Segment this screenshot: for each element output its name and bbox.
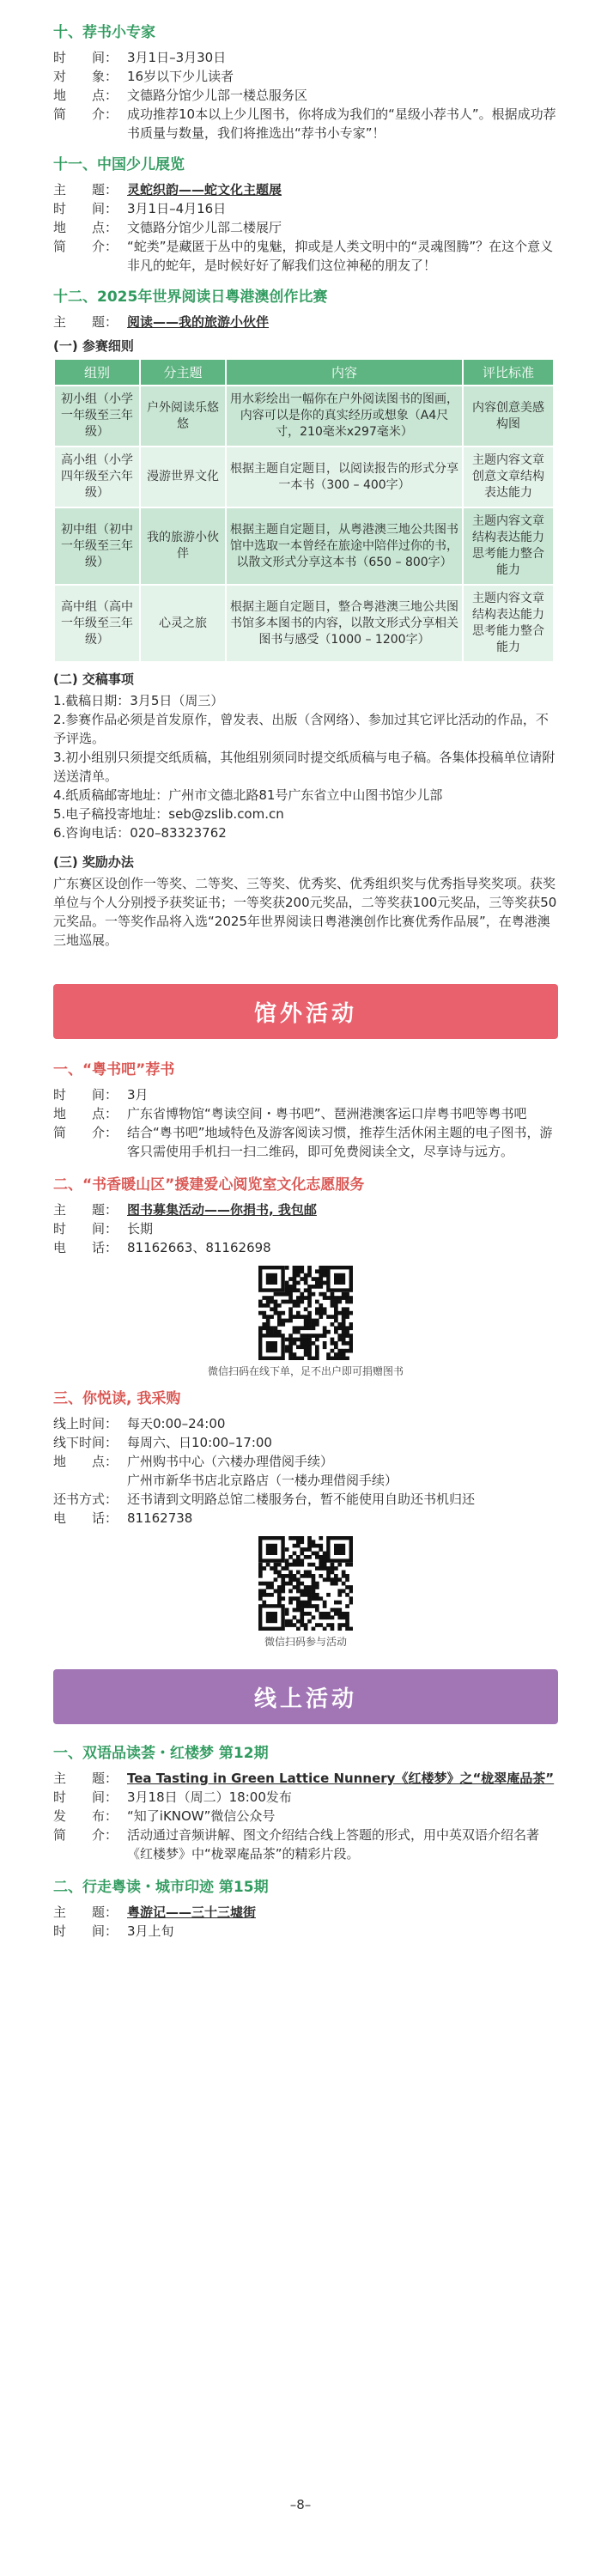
field-value: 还书请到文明路总馆二楼服务台，暂不能使用自助还书机归还 xyxy=(127,1492,476,1507)
table-cell: 高小组（小学四年级至六年级） xyxy=(54,447,140,507)
field-value: 3月1日–3月30日 xyxy=(127,50,227,65)
table-cell: 用水彩绘出一幅你在户外阅读图书的图画，内容可以是你的真实经历或想象（A4尺寸，210毫米x297毫米） xyxy=(226,386,463,447)
page-content xyxy=(53,15,558,1941)
section-title: 二、“书香暖山区”援建爱心阅览室文化志愿服务 xyxy=(53,1176,365,1194)
field-label: 发 布： xyxy=(53,1808,118,1824)
field-row xyxy=(53,1104,558,1123)
field-label: 简 介： xyxy=(53,1125,118,1140)
table-cell: 漫游世界文化 xyxy=(140,447,226,507)
field-label: 主 题： xyxy=(53,314,118,330)
online-section-1 xyxy=(53,1743,558,1863)
field-value: “蛇类”是藏匿于丛中的鬼魅，抑或是人类文明中的“灵魂图腾”？在这个意义非凡的蛇年，是时候好好了解我们这位神秘的朋友了！ xyxy=(127,239,554,273)
field-value: “知了iKNOW”微信公众号 xyxy=(127,1808,276,1824)
table-cell: 户外阅读乐悠悠 xyxy=(140,386,226,447)
offline-section-3 xyxy=(53,1388,558,1649)
field-row xyxy=(53,1123,558,1161)
field-value: 3月18日（周二）18:00发布 xyxy=(127,1789,292,1805)
table-cell: 我的旅游小伙伴 xyxy=(140,507,226,585)
field-row xyxy=(53,1238,558,1257)
field-value: 3月1日–4月16日 xyxy=(127,201,227,216)
rules-heading: (一) 参赛细则 xyxy=(53,338,134,354)
table-cell: 初小组（小学一年级至三年级） xyxy=(54,386,140,447)
field-row xyxy=(53,1490,558,1509)
field-row xyxy=(53,1826,558,1863)
field-value: 3月 xyxy=(127,1087,149,1103)
table-cell: 根据主题自定题目，以阅读报告的形式分享一本书（300 – 400字） xyxy=(226,447,463,507)
list-item: 3.初小组别只须提交纸质稿，其他组别须同时提交纸质稿与电子稿。各集体投稿单位请附送送清单。 xyxy=(53,750,555,784)
list-item: 1.截稿日期：3月5日（周三） xyxy=(53,693,224,708)
field-row xyxy=(53,1509,558,1528)
field-label: 时 间： xyxy=(53,1923,118,1939)
table-cell: 内容创意美感构图 xyxy=(463,386,554,447)
theme-value: 图书募集活动——你捐书, 我包邮 xyxy=(127,1202,317,1218)
theme-row xyxy=(53,180,558,199)
table-row xyxy=(54,585,554,662)
table-header: 分主题 xyxy=(140,359,226,386)
field-row xyxy=(53,1085,558,1104)
table-cell: 主题内容文章结构表达能力思考能力整合能力 xyxy=(463,507,554,585)
field-value: 3月上旬 xyxy=(127,1923,174,1939)
section-12 xyxy=(53,287,558,950)
table-cell: 初中组（初中一年级至三年级） xyxy=(54,507,140,585)
offline-banner: 馆外活动 xyxy=(53,984,558,1039)
field-row xyxy=(53,1788,558,1807)
theme-value: 阅读——我的旅游小伙伴 xyxy=(127,314,270,330)
field-value: 文德路分馆少儿部二楼展厅 xyxy=(127,220,282,235)
field-value: 广东省博物馆“粤读空间・粤书吧”、琶洲港澳客运口岸粤书吧等粤书吧 xyxy=(127,1106,527,1121)
field-label: 地 点： xyxy=(53,1106,118,1121)
field-row xyxy=(53,1471,558,1490)
table-row xyxy=(54,507,554,585)
list-item: 5.电子稿投寄地址：seb@zslib.com.cn xyxy=(53,806,284,822)
field-label: 主 题： xyxy=(53,1771,118,1786)
table-cell: 主题内容文章创意文章结构表达能力 xyxy=(463,447,554,507)
field-label: 地 点： xyxy=(53,1454,118,1469)
field-row xyxy=(53,1922,558,1941)
list-item: 6.咨询电话：020–83323762 xyxy=(53,825,227,841)
field-row xyxy=(53,1452,558,1471)
table-header-row xyxy=(54,359,554,386)
field-label xyxy=(53,1471,127,1490)
field-row xyxy=(53,48,558,67)
field-value: 活动通过音频讲解、图文介绍结合线上答题的形式，用中英双语介绍名著《红楼梦》中“栊翠庵品茶”的精彩片段。 xyxy=(127,1827,540,1862)
field-value: 文德路分馆少儿部一楼总服务区 xyxy=(127,88,308,103)
field-row xyxy=(53,237,558,275)
rules-table xyxy=(53,358,555,663)
field-label: 主 题： xyxy=(53,1202,118,1218)
theme-value: 灵蛇织韵——蛇文化主题展 xyxy=(127,182,282,197)
online-section-2 xyxy=(53,1877,558,1941)
field-label: 对 象： xyxy=(53,69,118,84)
field-value: 81162738 xyxy=(127,1510,193,1526)
section-title: 一、“粤书吧”荐书 xyxy=(53,1061,175,1078)
field-label: 电 话： xyxy=(53,1240,118,1255)
field-label: 简 介： xyxy=(53,1827,118,1843)
donation-qr-code[interactable] xyxy=(258,1266,353,1360)
field-row xyxy=(53,199,558,218)
qr-caption: 微信扫码参与活动 xyxy=(264,1636,347,1648)
award-text: 广东赛区设创作一等奖、二等奖、三等奖、优秀奖、优秀组织奖与优秀指导奖奖项。获奖单位与个人分别授予获奖证书；一等奖获200元奖品，二等奖获100元奖品，三等奖获50元奖品。一等奖作品将入选“2025年世界阅读日粤港澳创作比赛优秀作品展”，在粤港澳三地巡展。 xyxy=(53,876,557,948)
table-header: 组别 xyxy=(54,359,140,386)
theme-value: 粤游记——三十三墟街 xyxy=(127,1905,257,1920)
field-label: 线上时间： xyxy=(53,1416,118,1431)
field-value: 81162663、81162698 xyxy=(127,1240,271,1255)
field-label: 时 间： xyxy=(53,1087,118,1103)
section-title: 三、你悦读, 我采购 xyxy=(53,1390,181,1407)
page-number: –8– xyxy=(289,2497,312,2512)
field-label: 地 点： xyxy=(53,220,118,235)
field-label: 还书方式： xyxy=(53,1492,118,1507)
field-row xyxy=(53,1807,558,1826)
field-label: 时 间： xyxy=(53,50,118,65)
table-header: 内容 xyxy=(226,359,463,386)
offline-section-2 xyxy=(53,1175,558,1378)
field-label: 主 题： xyxy=(53,182,118,197)
field-value: 长期 xyxy=(127,1221,154,1236)
section-title: 一、双语品读荟・红楼梦 第12期 xyxy=(53,1745,269,1762)
list-item: 2.参赛作品必须是首发原作，曾发表、出版（含网络）、参加过其它评比活动的作品，不予评选。 xyxy=(53,712,549,746)
section-11 xyxy=(53,155,558,275)
table-cell: 根据主题自定题目，从粤港澳三地公共图书馆中选取一本曾经在旅途中陪伴过你的书，以散文形式分享这本书（650 – 800字） xyxy=(226,507,463,585)
table-cell: 根据主题自定题目，整合粤港澳三地公共图书馆多本图书的内容，以散文形式分享相关图书与感受（1000 – 1200字） xyxy=(226,585,463,662)
field-row xyxy=(53,218,558,237)
field-label: 时 间： xyxy=(53,1789,118,1805)
field-value: 广州市新华书店北京路店（一楼办理借阅手续） xyxy=(127,1473,398,1488)
list-item: 4.纸质稿邮寄地址：广州市文德北路81号广东省立中山图书馆少儿部 xyxy=(53,787,443,803)
field-row xyxy=(53,67,558,86)
field-label: 电 话： xyxy=(53,1510,118,1526)
theme-row xyxy=(53,1903,558,1922)
field-value: 成功推荐10本以上少儿图书，你将成为我们的“星级小荐书人”。根据成功荐书质量与数量，我们将推选出“荐书小专家”！ xyxy=(127,106,556,141)
field-label: 线下时间： xyxy=(53,1435,118,1450)
field-row xyxy=(53,105,558,143)
section-title: 十一、中国少儿展览 xyxy=(53,156,185,173)
field-label: 简 介： xyxy=(53,239,118,254)
theme-row xyxy=(53,1769,558,1788)
field-label: 时 间： xyxy=(53,1221,118,1236)
field-value: 每天0:00–24:00 xyxy=(127,1416,226,1431)
table-row xyxy=(54,386,554,447)
activity-qr-code[interactable] xyxy=(258,1536,353,1631)
online-banner: 线上活动 xyxy=(53,1669,558,1724)
field-row xyxy=(53,86,558,105)
submit-heading: (二) 交稿事项 xyxy=(53,671,134,687)
field-value: 16岁以下少儿读者 xyxy=(127,69,234,84)
qr-caption: 微信扫码在线下单，足不出户即可捐赠图书 xyxy=(207,1365,404,1377)
field-label: 主 题： xyxy=(53,1905,118,1920)
theme-value: Tea Tasting in Green Lattice Nunnery《红楼梦》之“栊翠庵品茶” xyxy=(127,1771,555,1786)
section-title: 十、荐书小专家 xyxy=(53,24,155,41)
field-row xyxy=(53,1433,558,1452)
theme-row xyxy=(53,313,558,331)
table-cell: 主题内容文章结构表达能力思考能力整合能力 xyxy=(463,585,554,662)
field-label: 时 间： xyxy=(53,201,118,216)
table-row xyxy=(54,447,554,507)
section-10 xyxy=(53,22,558,143)
field-row xyxy=(53,1414,558,1433)
field-value: 结合“粤书吧”地域特色及游客阅读习惯，推荐生活休闲主题的电子图书，游客只需使用手机扫一扫二维码，即可免费阅读全文，尽享诗与远方。 xyxy=(127,1125,553,1159)
field-label: 简 介： xyxy=(53,106,118,122)
field-label: 地 点： xyxy=(53,88,118,103)
table-cell: 高中组（高中一年级至三年级） xyxy=(54,585,140,662)
field-row xyxy=(53,1219,558,1238)
table-cell: 心灵之旅 xyxy=(140,585,226,662)
field-value: 广州购书中心（六楼办理借阅手续） xyxy=(127,1454,334,1469)
section-title: 十二、2025年世界阅读日粤港澳创作比赛 xyxy=(53,289,328,306)
offline-section-1 xyxy=(53,1060,558,1161)
award-heading: (三) 奖励办法 xyxy=(53,854,134,870)
field-value: 每周六、日10:00–17:00 xyxy=(127,1435,272,1450)
theme-row xyxy=(53,1200,558,1219)
table-header: 评比标准 xyxy=(463,359,554,386)
section-title: 二、行走粤读・城市印迹 第15期 xyxy=(53,1879,269,1896)
